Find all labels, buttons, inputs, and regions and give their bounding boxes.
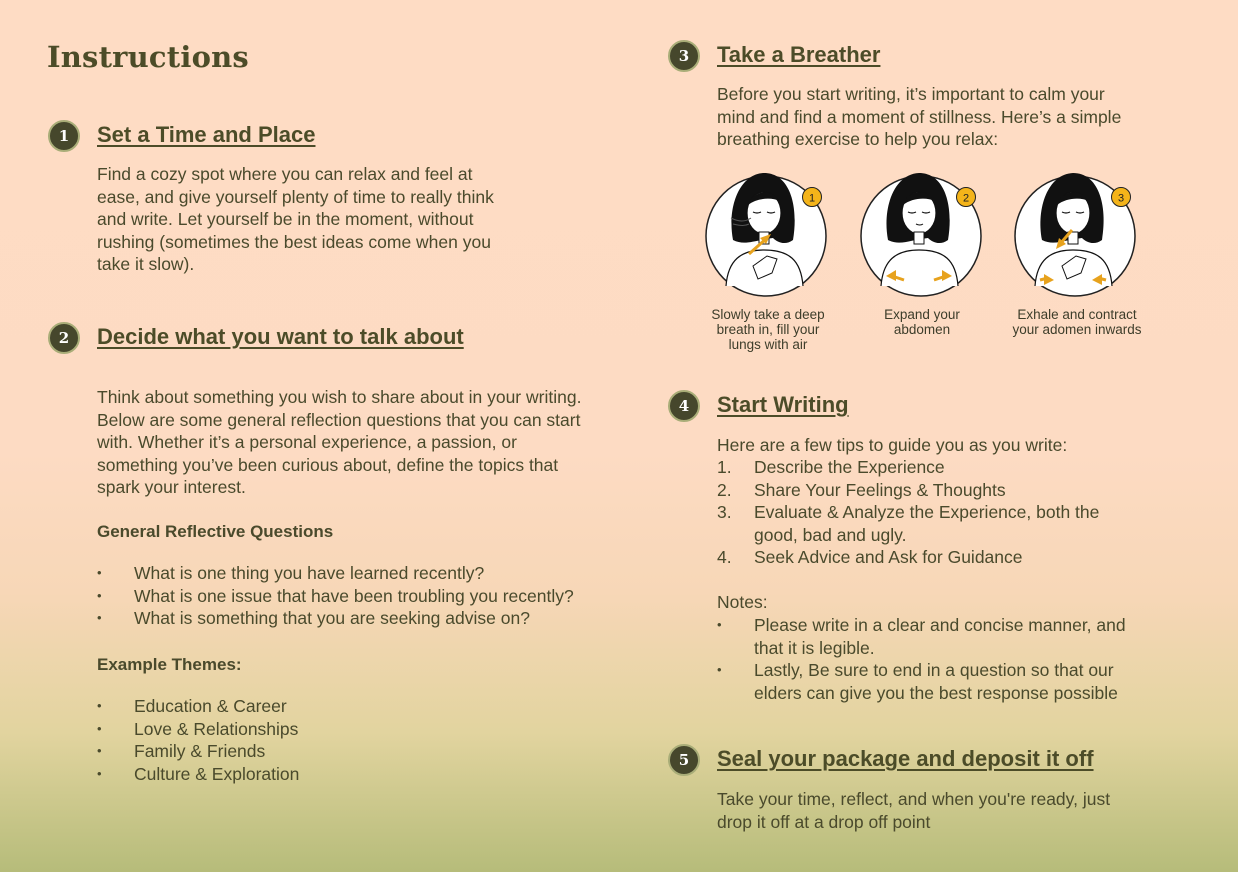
step-5-body: Take your time, reflect, and when you're ready, just drop it off at a drop off point bbox=[717, 789, 1111, 832]
step-1-heading: Set a Time and Place bbox=[97, 122, 316, 147]
step-4-intro: Here are a few tips to guide you as you write: bbox=[717, 435, 1068, 455]
themes-list bbox=[97, 695, 497, 785]
figure-2-number: 2 bbox=[962, 192, 970, 205]
step-4-badge: 4 bbox=[668, 390, 700, 422]
list-item: • What is something that you are seeking advise on? bbox=[97, 607, 617, 630]
woman-breathing-illustration bbox=[701, 168, 831, 298]
list-item: 3. Evaluate & Analyze the Experience, both the good, bad and ugly. bbox=[717, 502, 1100, 545]
notes-list bbox=[717, 614, 1137, 704]
step-2-body: Think about something you wish to share about in your writing. Below are some general reflection questions that you can start with. Whether it’s a personal experience, a passion, or something you’ve been curious about, define the topics that spark your interest. bbox=[97, 387, 582, 498]
list-item: • Love & Relationships bbox=[97, 718, 497, 741]
tips-list bbox=[717, 456, 1127, 569]
list-item: • Education & Career bbox=[97, 695, 497, 718]
questions-list bbox=[97, 562, 617, 630]
step-3-body: Before you start writing, it’s important to calm your mind and find a moment of stillness. Here’s a simple breathing exercise to help you relax: bbox=[717, 84, 1122, 150]
list-item: 2. Share Your Feelings & Thoughts bbox=[717, 479, 1006, 500]
page-title: Instructions bbox=[47, 40, 249, 74]
questions-heading: General Reflective Questions bbox=[97, 522, 334, 541]
notes-label: Notes: bbox=[717, 592, 768, 612]
figure-2-caption: Expand your abdomen bbox=[884, 307, 960, 337]
list-item: • Culture & Exploration bbox=[97, 763, 497, 786]
woman-breathing-illustration bbox=[1010, 168, 1140, 298]
step-3-heading: Take a Breather bbox=[717, 42, 881, 67]
figure-3-number: 3 bbox=[1117, 192, 1125, 205]
list-item: • What is one thing you have learned recently? bbox=[97, 562, 617, 585]
themes-heading: Example Themes: bbox=[97, 655, 242, 674]
figure-1-number: 1 bbox=[808, 192, 816, 205]
list-item: • Please write in a clear and concise manner, and that it is legible. bbox=[717, 614, 1137, 659]
figure-1-caption: Slowly take a deep breath in, fill your lungs with air bbox=[711, 307, 825, 352]
list-item: • Lastly, Be sure to end in a question so that our elders can give you the best response possible bbox=[717, 659, 1137, 704]
step-1-badge: 1 bbox=[48, 120, 80, 152]
step-5-badge: 5 bbox=[668, 744, 700, 776]
list-item: • Family & Friends bbox=[97, 740, 497, 763]
step-4-heading: Start Writing bbox=[717, 392, 849, 417]
woman-breathing-illustration bbox=[856, 168, 986, 298]
step-2-badge: 2 bbox=[48, 322, 80, 354]
step-2-heading: Decide what you want to talk about bbox=[97, 324, 464, 349]
figure-3-caption: Exhale and contract your adomen inwards bbox=[1012, 307, 1142, 337]
list-item: • What is one issue that have been troubling you recently? bbox=[97, 585, 617, 608]
step-1-body: Find a cozy spot where you can relax and feel at ease, and give yourself plenty of time to really think and write. Let yourself be in the moment, without rushing (sometimes the best ideas come when you take it slow). bbox=[97, 164, 494, 275]
step-3-badge: 3 bbox=[668, 40, 700, 72]
step-5-heading: Seal your package and deposit it off bbox=[717, 746, 1094, 771]
list-item: 4. Seek Advice and Ask for Guidance bbox=[717, 547, 1023, 568]
list-item: 1. Describe the Experience bbox=[717, 457, 945, 477]
